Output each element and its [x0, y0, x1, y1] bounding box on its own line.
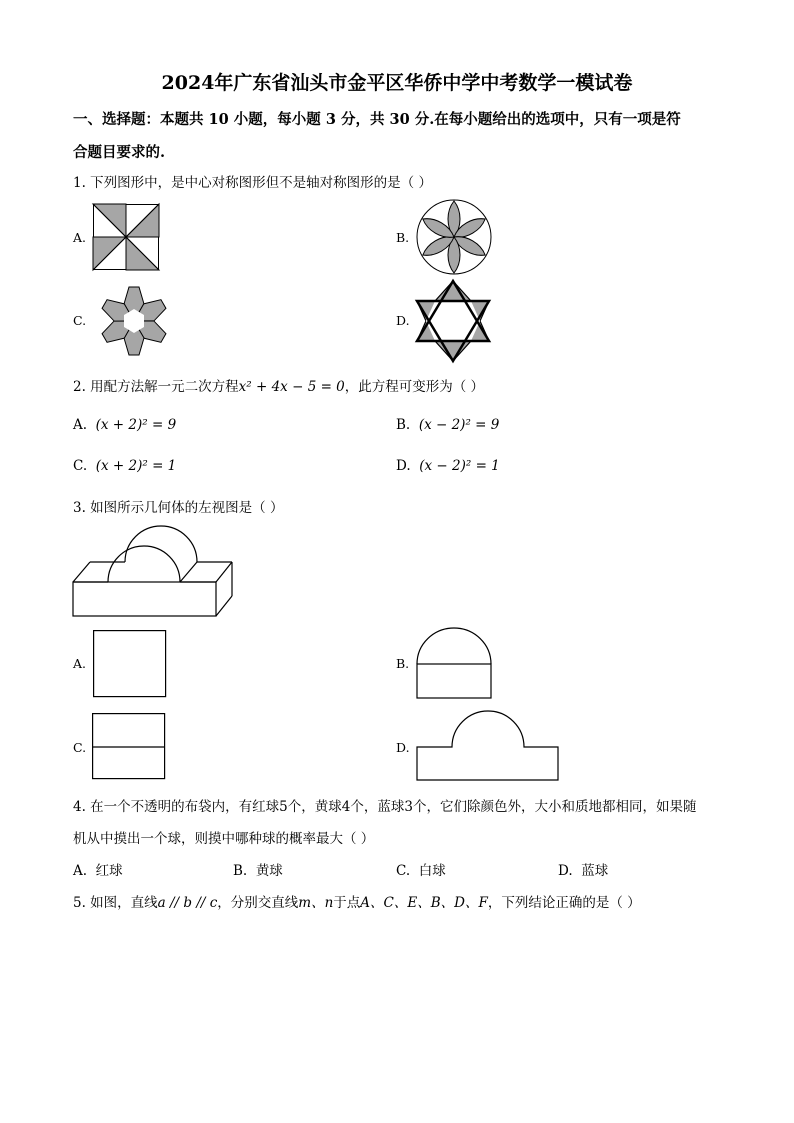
- q2-option-a-label: A.: [73, 417, 88, 433]
- q3-option-c-label: C.: [73, 740, 87, 755]
- q2-stem-pre: 2. 用配方法解一元二次方程: [73, 379, 239, 395]
- q2-option-b-label: B.: [396, 417, 411, 433]
- q2-option-a: [73, 417, 176, 433]
- q2-option-c-text: (x + 2)² = 1: [95, 458, 177, 474]
- q2-stem-post: ，此方程可变形为（ ）: [344, 379, 485, 395]
- q5-stem-post: ，下列结论正确的是（ ）: [487, 895, 641, 911]
- q2-option-a-text: (x + 2)² = 9: [95, 417, 177, 433]
- section-header-line1: 一、选择题：本题共 10 小题，每小题 3 分，共 30 分.在每小题给出的选项中，只有一项是符: [73, 111, 681, 128]
- q5-lines: m、n: [298, 895, 334, 911]
- q4-option-c-label: C.: [396, 863, 411, 879]
- q1-option-c-label: C.: [73, 313, 87, 328]
- q3-option-a-label: A.: [73, 656, 87, 671]
- q2-equation: x² + 4x − 5 = 0: [238, 379, 345, 395]
- q2-option-c: [73, 458, 176, 474]
- q4-option-d-label: D.: [558, 863, 573, 879]
- section-header-line2: 合题目要求的.: [73, 144, 166, 161]
- q3-stem: 3. 如图所示几何体的左视图是（ ）: [73, 500, 284, 516]
- q5-stem-mid2: 于点: [333, 895, 361, 911]
- q1-stem: 1. 下列图形中，是中心对称图形但不是轴对称图形的是（ ）: [73, 175, 432, 191]
- q5-stem-pre: 5. 如图，直线: [73, 895, 158, 911]
- q5-points: A、C、E、B、D、F: [360, 895, 488, 911]
- q4-option-b-text: 黄球: [255, 863, 283, 879]
- flower-petals: [420, 201, 488, 273]
- q4-option-a: [73, 859, 123, 879]
- q2-option-d: [396, 458, 500, 474]
- q4-option-a-label: A.: [73, 863, 88, 879]
- q1-option-d-label: D.: [396, 313, 410, 328]
- q2-option-c-label: C.: [73, 458, 88, 474]
- q4-option-d-text: 蓝球: [581, 863, 609, 879]
- q4-option-c-text: 白球: [418, 863, 446, 879]
- back-arc: [125, 526, 197, 562]
- q2-option-d-label: D.: [396, 458, 411, 474]
- q4-option-d: [558, 859, 608, 879]
- q5-stem: [73, 891, 641, 911]
- q3-option-c-figure: [92, 713, 166, 781]
- q3-option-d-label: D.: [396, 740, 410, 755]
- q1-option-b-figure: [416, 199, 492, 275]
- front-arc: [108, 546, 180, 582]
- q1-option-a-figure: [93, 204, 159, 270]
- q1-option-a-label: A.: [73, 230, 87, 245]
- q3-option-d-figure: [416, 710, 560, 782]
- q5-stem-mid: ，分别交直线: [217, 895, 299, 911]
- q3-option-b-label: B.: [396, 656, 410, 671]
- q2-option-b: [396, 417, 499, 433]
- q1-option-c-figure: [91, 283, 177, 359]
- q2-option-b-text: (x − 2)² = 9: [418, 417, 500, 433]
- q2-option-d-text: (x − 2)² = 1: [419, 458, 500, 474]
- q1-option-b-label: B.: [396, 230, 410, 245]
- page-title: 2024年广东省汕头市金平区华侨中学中考数学一模试卷: [161, 72, 633, 94]
- star-center: [426, 301, 480, 341]
- q4-stem-line1: 4. 在一个不透明的布袋内，有红球5个，黄球4个，蓝球3个，它们除颜色外，大小和质地都相同，如果随: [73, 799, 697, 815]
- q1-option-d-figure: [416, 280, 490, 362]
- q3-option-a-figure: [93, 630, 167, 698]
- q3-option-b-figure: [416, 627, 492, 701]
- q4-option-c: [396, 859, 446, 879]
- q3-solid-figure: [70, 520, 236, 618]
- q4-option-b-label: B.: [233, 863, 248, 879]
- q4-stem-line2: 机从中摸出一个球，则摸中哪种球的概率最大（ ）: [73, 831, 375, 847]
- q5-parallel: a // b // c: [157, 895, 218, 911]
- q2-stem: [73, 375, 484, 395]
- q4-option-b: [233, 859, 283, 879]
- q4-option-a-text: 红球: [95, 863, 123, 879]
